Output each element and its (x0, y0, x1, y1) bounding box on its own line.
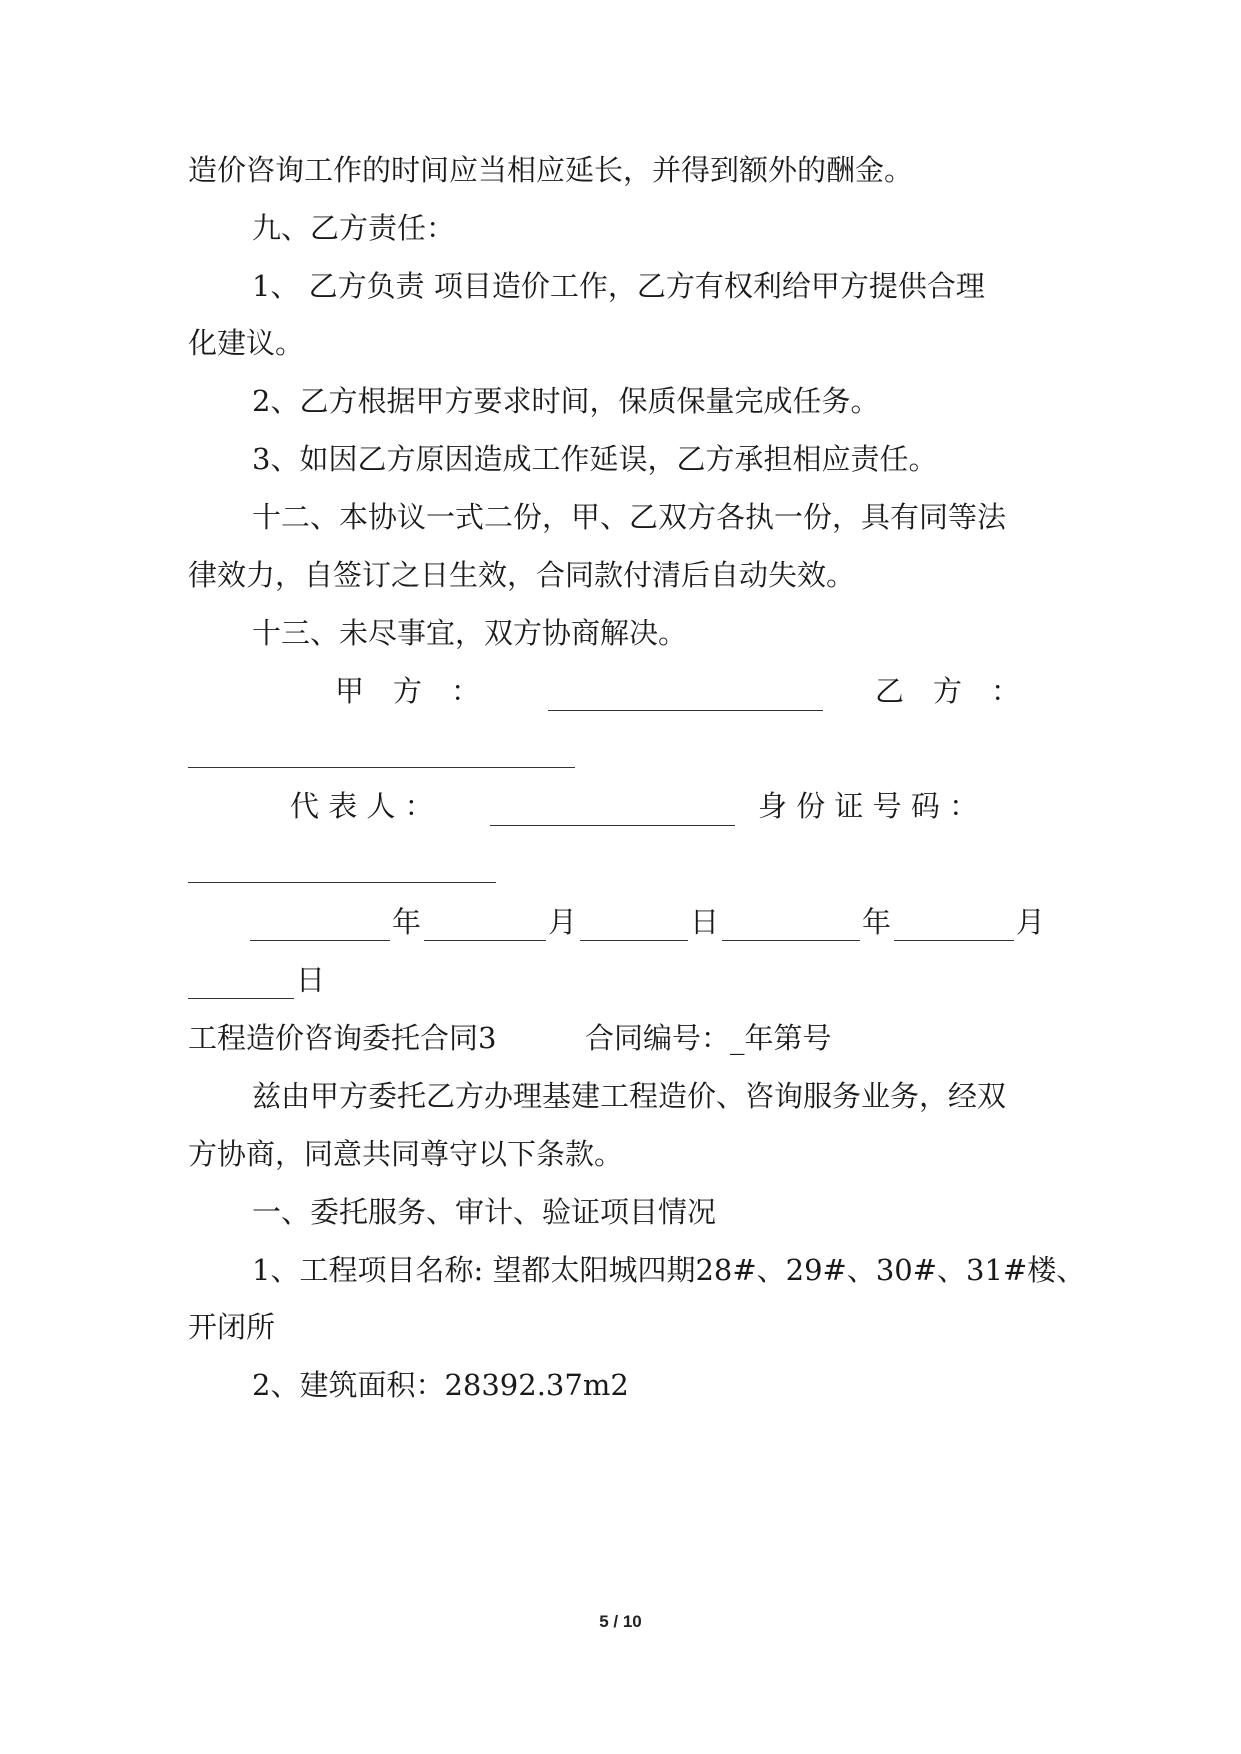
day-label-a: 日 (690, 905, 720, 939)
section-heading: 一、委托服务、审计、验证项目情况 (252, 1195, 717, 1229)
year-blank-a[interactable] (250, 940, 390, 941)
party-b-label: 乙 方 ： (875, 674, 1021, 708)
paragraph-line: 开闭所 (188, 1310, 276, 1344)
year-blank-b[interactable] (722, 940, 860, 941)
party-a-blank[interactable] (548, 710, 823, 711)
day-blank-b[interactable] (188, 998, 294, 999)
paragraph-line: 1、 乙方负责 项目造价工作，乙方有权利给甲方提供合理 (252, 269, 985, 303)
month-blank-b[interactable] (894, 940, 1014, 941)
page-number: 5 / 10 (599, 1612, 642, 1631)
paragraph-line: 2、建筑面积：28392.37m2 (252, 1368, 629, 1402)
month-label-b: 月 (1016, 905, 1046, 939)
year-label-b: 年 (862, 905, 892, 939)
contract-title: 工程造价咨询委托合同3 (188, 1021, 497, 1055)
paragraph-line: 造价咨询工作的时间应当相应延长，并得到额外的酬金。 (188, 153, 914, 187)
day-label-b: 日 (296, 963, 326, 997)
month-blank-a[interactable] (424, 940, 546, 941)
paragraph-line: 2、乙方根据甲方要求时间，保质保量完成任务。 (252, 384, 880, 418)
representative-blank[interactable] (490, 825, 735, 826)
paragraph-line: 十二、本协议一式二份，甲、乙双方各执一份，具有同等法 (252, 500, 1007, 534)
paragraph-line: 律效力，自签订之日生效，合同款付清后自动失效。 (188, 558, 856, 592)
representative-label: 代 表 人 ： (290, 789, 434, 823)
paragraph-line: 兹由甲方委托乙方办理基建工程造价、咨询服务业务，经双 (252, 1079, 1007, 1113)
paragraph-line: 化建议。 (188, 326, 305, 360)
month-label-a: 月 (548, 905, 578, 939)
id-number-label: 身 份 证 号 码 ： (758, 789, 979, 823)
paragraph-line: 1、工程项目名称: 望都太阳城四期28#、29#、30#、31#楼、 (252, 1253, 1086, 1287)
party-a-label: 甲 方 ： (335, 674, 481, 708)
paragraph-line: 方协商，同意共同尊守以下条款。 (188, 1137, 624, 1171)
id-number-blank[interactable] (188, 882, 496, 883)
section-heading: 九、乙方责任： (252, 211, 456, 245)
paragraph-line: 3、如因乙方原因造成工作延误，乙方承担相应责任。 (252, 442, 938, 476)
year-label-a: 年 (392, 905, 422, 939)
party-b-blank[interactable] (188, 767, 575, 768)
paragraph-line: 十三、未尽事宜，双方协商解决。 (252, 616, 688, 650)
contract-number: 合同编号：_年第号 (585, 1021, 832, 1055)
day-blank-a[interactable] (580, 940, 688, 941)
